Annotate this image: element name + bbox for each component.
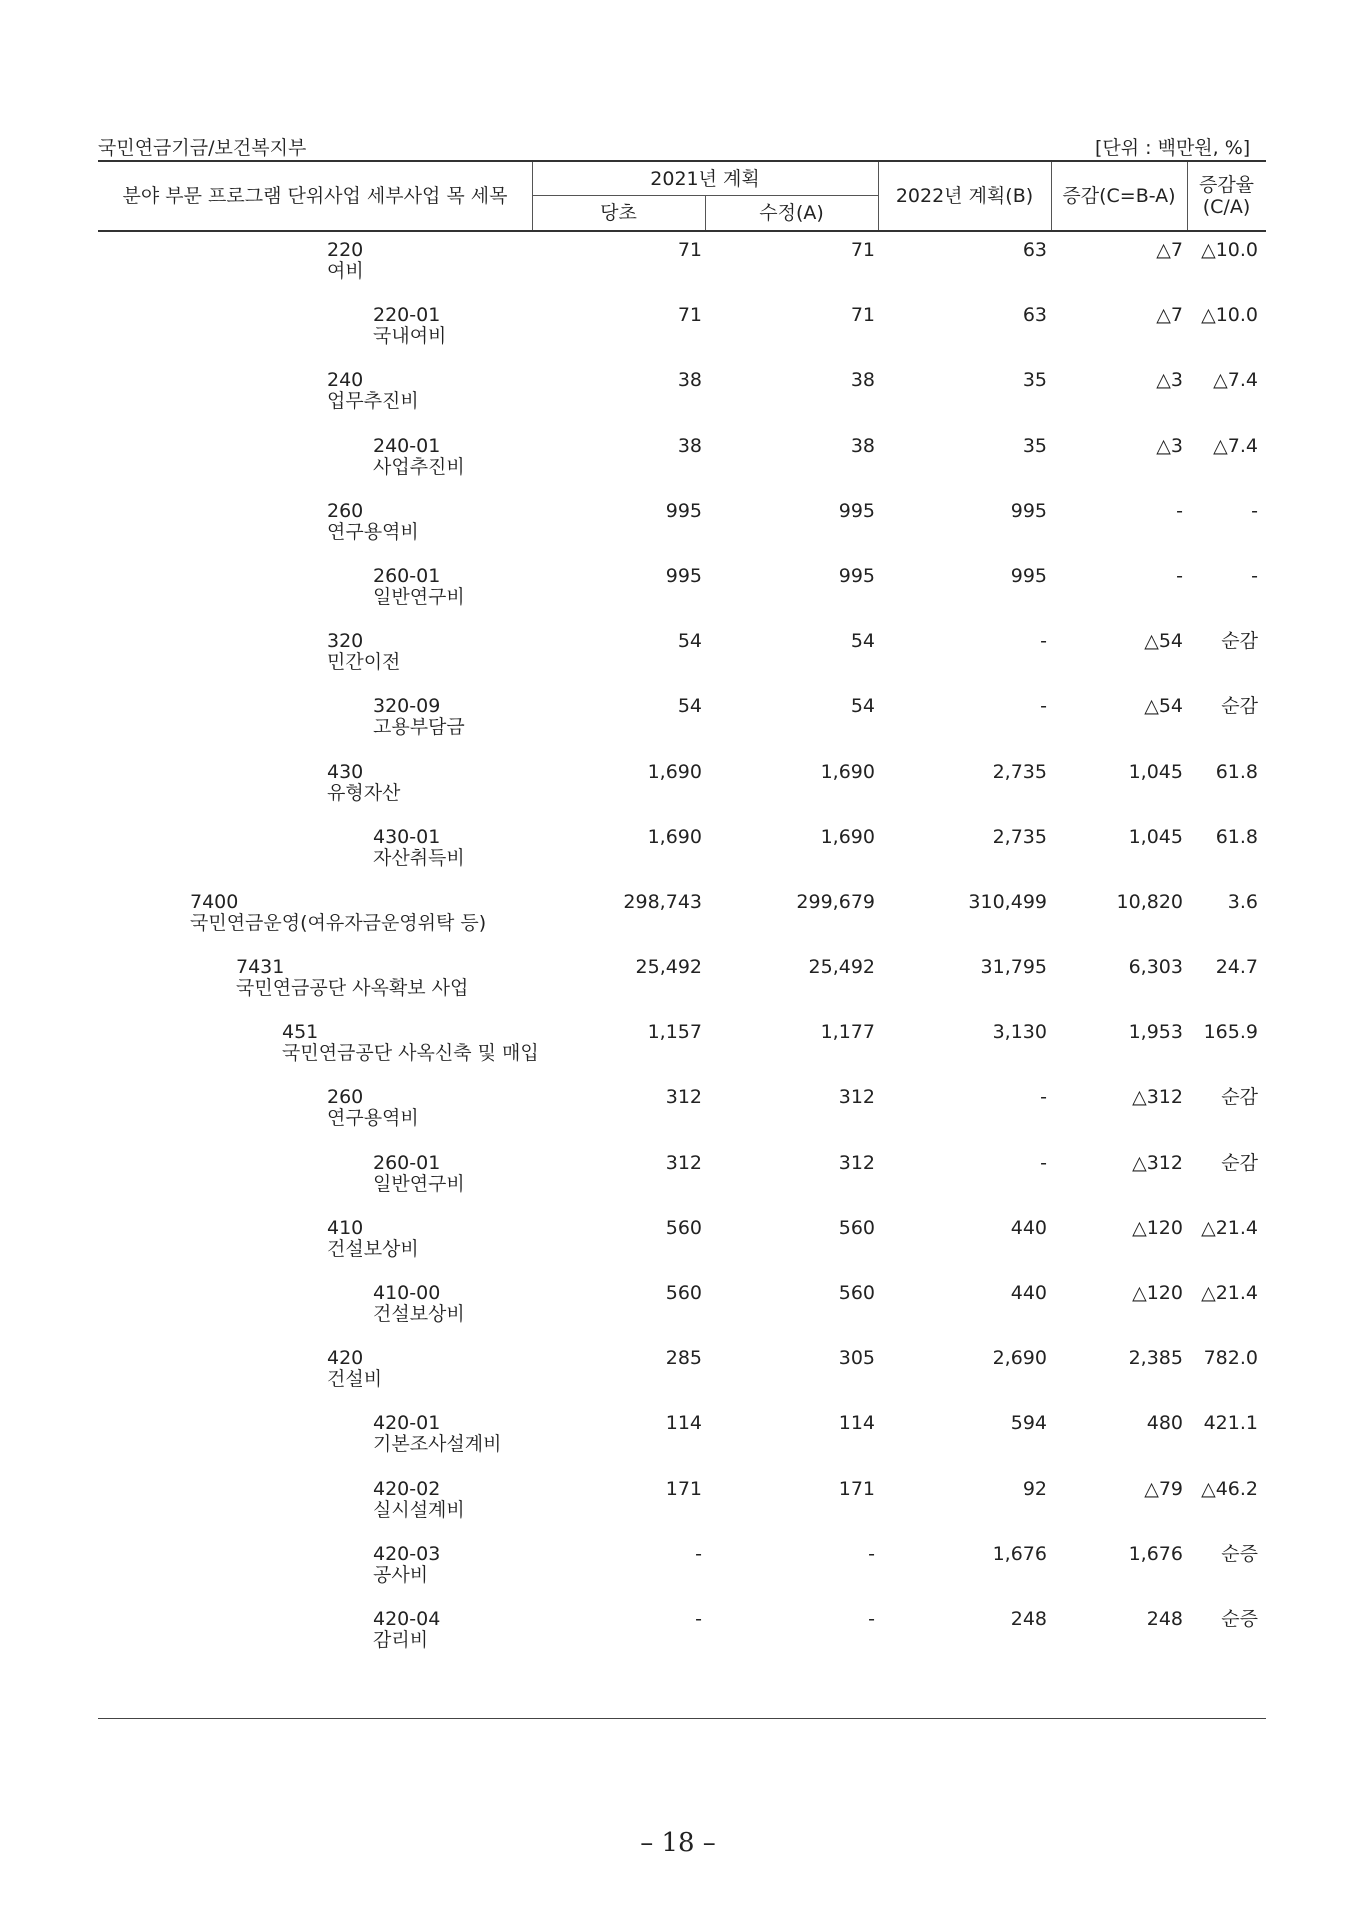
table-row [98,752,1266,817]
cell-original: 1,690 [647,760,702,783]
table-row [98,360,1266,425]
row-code: 260 [327,1086,364,1109]
row-code: 320 [327,630,364,653]
cell-change: 2,385 [1128,1347,1183,1370]
row-label [327,370,419,412]
cell-original: 25,492 [635,956,702,979]
cell-rate: △7.4 [1213,369,1258,392]
cell-plan2022: 2,690 [992,1347,1047,1370]
table-row [98,1077,1266,1142]
row-code: 420-01 [373,1412,441,1435]
cell-original: 114 [665,1412,702,1435]
table-row [98,1599,1266,1664]
cell-plan2022: 92 [1022,1477,1047,1500]
cell-original: 38 [677,434,702,457]
cell-rate: 순감 [1221,1151,1258,1174]
cell-rate: 782.0 [1203,1347,1258,1370]
table-row [98,882,1266,947]
row-name: 건설보상비 [327,1237,419,1260]
cell-original: 312 [665,1086,702,1109]
row-name: 감리비 [373,1628,429,1651]
table-row [98,686,1266,751]
row-label [373,1283,465,1325]
row-label [373,827,465,869]
cell-plan2022: 995 [1010,499,1047,522]
row-label [327,1218,419,1260]
row-name: 자산취득비 [373,846,465,869]
row-code: 7431 [236,956,285,979]
cell-original: 171 [665,1477,702,1500]
row-name: 연구용역비 [327,520,419,543]
cell-revised: 114 [838,1412,875,1435]
cell-plan2022: 31,795 [980,956,1047,979]
cell-revised: 54 [850,695,875,718]
row-label [190,892,486,934]
cell-plan2022: 248 [1010,1607,1047,1630]
row-name: 건설보상비 [373,1303,465,1325]
row-name: 사업추진비 [373,455,465,478]
cell-revised: 25,492 [808,956,875,979]
table-row [98,947,1266,1012]
cell-rate: △7.4 [1213,434,1258,457]
col-plan2022: 2022년 계획(B) [895,185,1034,207]
cell-original: 995 [665,564,702,587]
table-row [98,295,1266,360]
table-row [98,1012,1266,1077]
table-row [98,230,1266,295]
cell-change: 1,045 [1128,825,1183,848]
cell-change: △54 [1144,630,1183,653]
row-code: 430-01 [373,825,441,848]
cell-rate: 순증 [1221,1542,1258,1565]
cell-rate: - [1251,564,1258,587]
cell-change: - [1176,564,1183,587]
col-plan2021: 2021년 계획 [650,167,760,190]
cell-change: △79 [1144,1477,1183,1500]
table-row [98,1273,1266,1338]
cell-change: 10,820 [1116,890,1183,913]
cell-rate: 61.8 [1215,760,1258,783]
cell-rate: △10.0 [1201,304,1258,327]
row-name: 국내여비 [373,325,447,348]
row-label [327,631,400,673]
cell-rate: △10.0 [1201,239,1258,261]
row-name: 민간이전 [327,651,401,674]
row-code: 451 [282,1021,319,1044]
cell-change: 1,953 [1128,1021,1183,1044]
cell-plan2022: 440 [1010,1282,1047,1304]
cell-original: 995 [665,499,702,522]
cell-plan2022: 995 [1010,564,1047,587]
col-rate-top: 증감율 [1198,174,1255,196]
row-name: 연구용역비 [327,1107,419,1130]
table-row [98,1534,1266,1599]
bottom-rule [98,1718,1266,1719]
col-rate-bottom: (C/A) [1202,196,1251,218]
row-name: 일반연구비 [373,585,465,608]
cell-revised: 560 [838,1282,875,1304]
row-name: 고용부담금 [373,716,465,739]
row-code: 260-01 [373,564,441,587]
row-label [327,762,400,804]
row-label [373,566,465,608]
row-label [373,1413,501,1455]
row-label [327,240,364,282]
table-row [98,621,1266,686]
table-row [98,556,1266,621]
table-row [98,1143,1266,1208]
cell-change: 1,676 [1128,1542,1183,1565]
row-label [282,1022,539,1064]
col-original: 당초 [600,202,637,224]
col-change: 증감(C=B-A) [1062,185,1176,207]
cell-rate: 421.1 [1203,1412,1258,1435]
row-code: 220 [327,239,364,261]
cell-original: 312 [665,1151,702,1174]
row-code: 420-03 [373,1542,441,1565]
cell-revised: 38 [850,434,875,457]
cell-plan2022: 310,499 [968,890,1047,913]
cell-change: △7 [1156,304,1183,327]
col-rate [1187,162,1266,230]
cell-revised: 71 [850,239,875,261]
cell-plan2022: - [1040,695,1047,718]
cell-change: △120 [1132,1216,1183,1239]
cell-revised: 560 [838,1216,875,1239]
cell-plan2022: 3,130 [992,1021,1047,1044]
row-code: 420-02 [373,1477,441,1500]
row-label [373,305,446,347]
row-code: 240 [327,369,364,392]
cell-rate: △46.2 [1201,1477,1258,1500]
row-code: 410 [327,1216,364,1239]
cell-plan2022: 63 [1022,304,1047,327]
row-code: 430 [327,760,364,783]
cell-revised: - [868,1607,875,1630]
cell-original: 1,690 [647,825,702,848]
row-code: 420-04 [373,1607,441,1630]
cell-original: 71 [677,304,702,327]
cell-revised: 71 [850,304,875,327]
cell-plan2022: 594 [1010,1412,1047,1435]
row-name: 기본조사설계비 [373,1433,502,1456]
cell-change: 248 [1146,1607,1183,1630]
cell-plan2022: - [1040,630,1047,653]
cell-rate: 3.6 [1227,890,1258,913]
table-row [98,1403,1266,1468]
table-body [98,230,1266,1664]
cell-change: △7 [1156,239,1183,261]
cell-change: △54 [1144,695,1183,718]
cell-revised: 54 [850,630,875,653]
cell-plan2022: 2,735 [992,760,1047,783]
row-label [327,501,419,543]
cell-original: 54 [677,630,702,653]
cell-plan2022: - [1040,1151,1047,1174]
cell-plan2022: - [1040,1086,1047,1109]
cell-rate: 24.7 [1215,956,1258,979]
table-row [98,1208,1266,1273]
row-name: 국민연금공단 사옥확보 사업 [236,977,469,1000]
cell-rate: 61.8 [1215,825,1258,848]
row-code: 240-01 [373,434,441,457]
table-row [98,491,1266,556]
cell-rate: 순증 [1221,1607,1258,1630]
cell-change: 1,045 [1128,760,1183,783]
cell-revised: 1,690 [820,760,875,783]
row-name: 건설비 [327,1368,383,1391]
row-name: 공사비 [373,1563,429,1586]
col-category: 분야 부문 프로그램 단위사업 세부사업 목 세목 [122,185,508,207]
row-label [373,1544,440,1586]
row-label [236,957,468,999]
cell-rate: 순감 [1221,630,1258,653]
table-row [98,1469,1266,1534]
cell-original: 560 [665,1282,702,1304]
cell-change: △3 [1156,434,1183,457]
cell-change: △120 [1132,1282,1183,1304]
col-revised: 수정(A) [759,202,824,224]
cell-original: 298,743 [623,890,702,913]
cell-change: - [1176,499,1183,522]
cell-plan2022: 63 [1022,239,1047,261]
cell-plan2022: 2,735 [992,825,1047,848]
cell-original: 560 [665,1216,702,1239]
cell-revised: 1,690 [820,825,875,848]
cell-revised: 995 [838,564,875,587]
cell-rate: 순감 [1221,1086,1258,1109]
cell-change: 6,303 [1128,956,1183,979]
row-name: 유형자산 [327,781,401,804]
cell-revised: 299,679 [796,890,875,913]
unit-label: [단위 : 백만원, %] [1095,137,1251,159]
row-label [373,1153,465,1195]
row-label [327,1348,382,1390]
table-header [98,160,1266,232]
cell-original: - [695,1542,702,1565]
row-name: 여비 [327,260,364,282]
cell-revised: 305 [838,1347,875,1370]
row-label [327,1087,419,1129]
cell-revised: 1,177 [820,1021,875,1044]
row-code: 220-01 [373,304,441,327]
cell-plan2022: 1,676 [992,1542,1047,1565]
table-row [98,817,1266,882]
cell-original: 38 [677,369,702,392]
row-code: 260 [327,499,364,522]
row-label [373,1479,465,1521]
cell-original: 71 [677,239,702,261]
row-code: 320-09 [373,695,441,718]
row-name: 업무추진비 [327,390,419,413]
row-code: 7400 [190,890,239,913]
cell-change: △312 [1132,1086,1183,1109]
cell-revised: 312 [838,1151,875,1174]
cell-rate: 순감 [1221,695,1258,718]
cell-revised: - [868,1542,875,1565]
cell-original: 54 [677,695,702,718]
cell-revised: 38 [850,369,875,392]
cell-rate: △21.4 [1201,1282,1258,1304]
row-name: 일반연구비 [373,1172,465,1195]
document-source-label: 국민연금기금/보건복지부 [98,137,307,159]
cell-original: 1,157 [647,1021,702,1044]
table-row [98,1338,1266,1403]
row-label [373,436,465,478]
cell-change: △3 [1156,369,1183,392]
cell-revised: 312 [838,1086,875,1109]
page-number: – 18 – [640,1828,716,1858]
cell-change: △312 [1132,1151,1183,1174]
row-code: 420 [327,1347,364,1370]
row-label [373,696,465,738]
cell-rate: - [1251,499,1258,522]
cell-revised: 171 [838,1477,875,1500]
table-row [98,426,1266,491]
cell-plan2022: 440 [1010,1216,1047,1239]
cell-plan2022: 35 [1022,369,1047,392]
cell-original: 285 [665,1347,702,1370]
cell-rate: △21.4 [1201,1216,1258,1239]
cell-plan2022: 35 [1022,434,1047,457]
row-label [373,1609,440,1651]
row-code: 260-01 [373,1151,441,1174]
row-name: 국민연금공단 사옥신축 및 매입 [282,1042,539,1065]
cell-original: - [695,1607,702,1630]
cell-change: 480 [1146,1412,1183,1435]
cell-rate: 165.9 [1203,1021,1258,1044]
row-name: 국민연금운영(여유자금운영위탁 등) [190,911,487,934]
row-name: 실시설계비 [373,1498,465,1521]
row-code: 410-00 [373,1282,441,1304]
cell-revised: 995 [838,499,875,522]
